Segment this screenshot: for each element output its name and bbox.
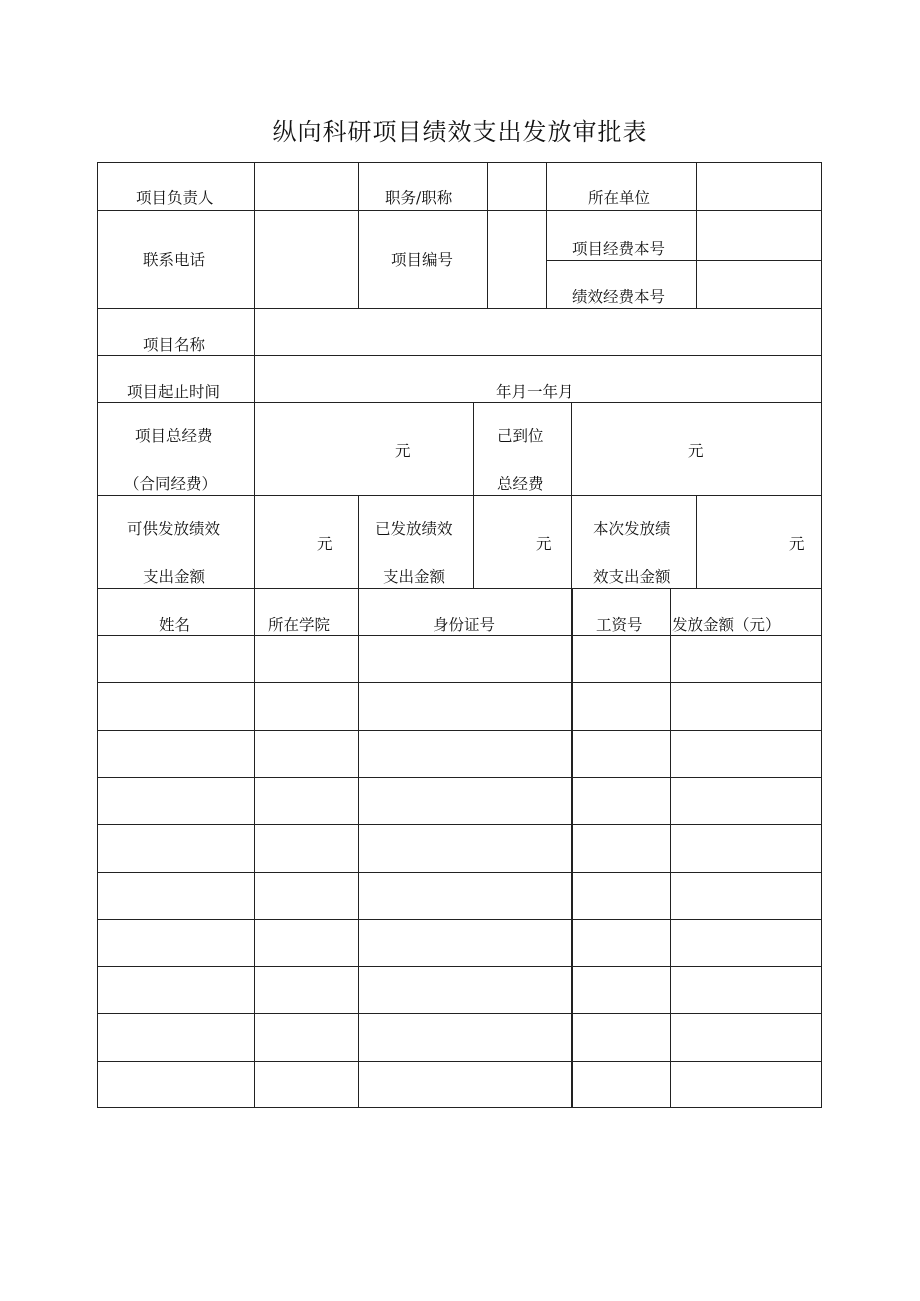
list-header-name: 姓名 <box>159 616 191 634</box>
unit-value-cell[interactable] <box>696 162 822 211</box>
total-fund-label-cell <box>97 402 255 496</box>
payee-id-cell[interactable] <box>358 872 573 920</box>
payee-name-cell[interactable] <box>97 1013 255 1062</box>
unit-label: 所在单位 <box>588 189 651 207</box>
period-value-cell[interactable] <box>254 355 822 403</box>
payee-amount-cell[interactable] <box>670 872 822 920</box>
payee-id-cell[interactable] <box>358 1013 573 1062</box>
payee-id-cell[interactable] <box>358 682 573 731</box>
payee-name-cell[interactable] <box>97 682 255 731</box>
payee-college-cell[interactable] <box>254 777 359 825</box>
project-no-label: 项目编号 <box>391 251 454 269</box>
available-label-cell <box>97 495 255 589</box>
issued-label-line2: 支出金额 <box>383 568 446 586</box>
project-name-label: 项目名称 <box>143 336 206 354</box>
payee-college-cell[interactable] <box>254 682 359 731</box>
available-unit: 元 <box>317 535 333 553</box>
list-header-amount: 发放金额（元） <box>672 616 781 634</box>
list-header-id-cell <box>358 588 573 636</box>
form-title: 纵向科研项目绩效支出发放审批表 <box>272 118 648 146</box>
payee-name-cell[interactable] <box>97 777 255 825</box>
perf-book-label: 绩效经费本号 <box>572 288 666 306</box>
phone-label: 联系电话 <box>143 251 206 269</box>
payee-salary-cell[interactable] <box>571 966 671 1014</box>
current-label-cell <box>571 495 697 589</box>
leader-label: 项目负责人 <box>136 189 214 207</box>
payee-college-cell[interactable] <box>254 1013 359 1062</box>
unit-label-cell <box>546 162 697 211</box>
payee-name-cell[interactable] <box>97 1061 255 1108</box>
current-label-line2: 效支出金额 <box>593 568 671 586</box>
received-fund-label-cell <box>473 402 572 496</box>
payee-salary-cell[interactable] <box>571 1061 671 1108</box>
payee-id-cell[interactable] <box>358 966 573 1014</box>
payee-college-cell[interactable] <box>254 635 359 683</box>
payee-college-cell[interactable] <box>254 824 359 873</box>
payee-amount-cell[interactable] <box>670 966 822 1014</box>
list-header-name-cell <box>97 588 255 636</box>
received-fund-label-line2: 总经费 <box>497 475 544 493</box>
leader-value-cell[interactable] <box>254 162 359 211</box>
payee-name-cell[interactable] <box>97 730 255 778</box>
payee-id-cell[interactable] <box>358 919 573 967</box>
payee-name-cell[interactable] <box>97 824 255 873</box>
total-fund-value-cell[interactable] <box>254 402 474 496</box>
available-label-line1: 可供发放绩效 <box>127 520 221 538</box>
current-value-cell[interactable] <box>696 495 822 589</box>
period-value: 年月一年月 <box>496 383 574 401</box>
list-header-id: 身份证号 <box>433 616 496 634</box>
payee-salary-cell[interactable] <box>571 872 671 920</box>
payee-id-cell[interactable] <box>358 635 573 683</box>
fund-book-value-cell[interactable] <box>696 210 822 261</box>
total-fund-label-line1: 项目总经费 <box>135 427 213 445</box>
payee-salary-cell[interactable] <box>571 730 671 778</box>
fund-book-label-cell <box>546 210 697 261</box>
list-header-salary-cell <box>571 588 671 636</box>
position-label: 职务/职称 <box>385 189 453 207</box>
received-fund-value-cell[interactable] <box>571 402 822 496</box>
position-label-cell <box>358 162 488 211</box>
payee-college-cell[interactable] <box>254 919 359 967</box>
payee-name-cell[interactable] <box>97 635 255 683</box>
payee-amount-cell[interactable] <box>670 682 822 731</box>
leader-label-cell <box>97 162 255 211</box>
available-label-line2: 支出金额 <box>143 568 206 586</box>
received-fund-unit: 元 <box>688 442 704 460</box>
payee-salary-cell[interactable] <box>571 777 671 825</box>
payee-salary-cell[interactable] <box>571 919 671 967</box>
issued-label-cell <box>358 495 474 589</box>
payee-salary-cell[interactable] <box>571 1013 671 1062</box>
payee-amount-cell[interactable] <box>670 1061 822 1108</box>
payee-amount-cell[interactable] <box>670 635 822 683</box>
perf-book-value-cell[interactable] <box>696 260 822 309</box>
payee-id-cell[interactable] <box>358 1061 573 1108</box>
fund-book-label: 项目经费本号 <box>572 240 666 258</box>
payee-amount-cell[interactable] <box>670 824 822 873</box>
payee-salary-cell[interactable] <box>571 635 671 683</box>
issued-label-line1: 已发放绩效 <box>375 520 453 538</box>
payee-name-cell[interactable] <box>97 872 255 920</box>
position-value-cell[interactable] <box>487 162 547 211</box>
current-label-line1: 本次发放绩 <box>593 520 671 538</box>
payee-college-cell[interactable] <box>254 966 359 1014</box>
total-fund-label-line2: （合同经费） <box>124 475 218 493</box>
received-fund-label-line1: 己到位 <box>497 427 544 445</box>
available-value-cell[interactable] <box>254 495 359 589</box>
project-no-label-cell <box>358 210 488 309</box>
payee-college-cell[interactable] <box>254 1061 359 1108</box>
payee-amount-cell[interactable] <box>670 777 822 825</box>
phone-label-cell <box>97 210 255 309</box>
list-header-amount-cell <box>670 588 822 636</box>
project-name-label-cell <box>97 308 255 356</box>
payee-name-cell[interactable] <box>97 966 255 1014</box>
issued-unit: 元 <box>536 535 552 553</box>
payee-id-cell[interactable] <box>358 777 573 825</box>
payee-amount-cell[interactable] <box>670 730 822 778</box>
list-header-college-cell <box>254 588 359 636</box>
payee-id-cell[interactable] <box>358 730 573 778</box>
phone-value-cell[interactable] <box>254 210 359 309</box>
payee-amount-cell[interactable] <box>670 1013 822 1062</box>
total-fund-unit: 元 <box>395 442 411 460</box>
period-label: 项目起止时间 <box>127 383 221 401</box>
payee-name-cell[interactable] <box>97 919 255 967</box>
payee-college-cell[interactable] <box>254 730 359 778</box>
payee-college-cell[interactable] <box>254 872 359 920</box>
current-unit: 元 <box>789 535 805 553</box>
project-name-value-cell[interactable] <box>254 308 822 356</box>
period-label-cell <box>97 355 255 403</box>
payee-amount-cell[interactable] <box>670 919 822 967</box>
list-header-college: 所在学院 <box>268 616 331 634</box>
payee-id-cell[interactable] <box>358 824 573 873</box>
perf-book-label-cell <box>546 260 697 309</box>
approval-form <box>97 162 822 1108</box>
list-header-salary: 工资号 <box>596 616 643 634</box>
project-no-value-cell[interactable] <box>487 210 547 309</box>
issued-value-cell[interactable] <box>473 495 572 589</box>
payee-salary-cell[interactable] <box>571 682 671 731</box>
payee-salary-cell[interactable] <box>571 824 671 873</box>
